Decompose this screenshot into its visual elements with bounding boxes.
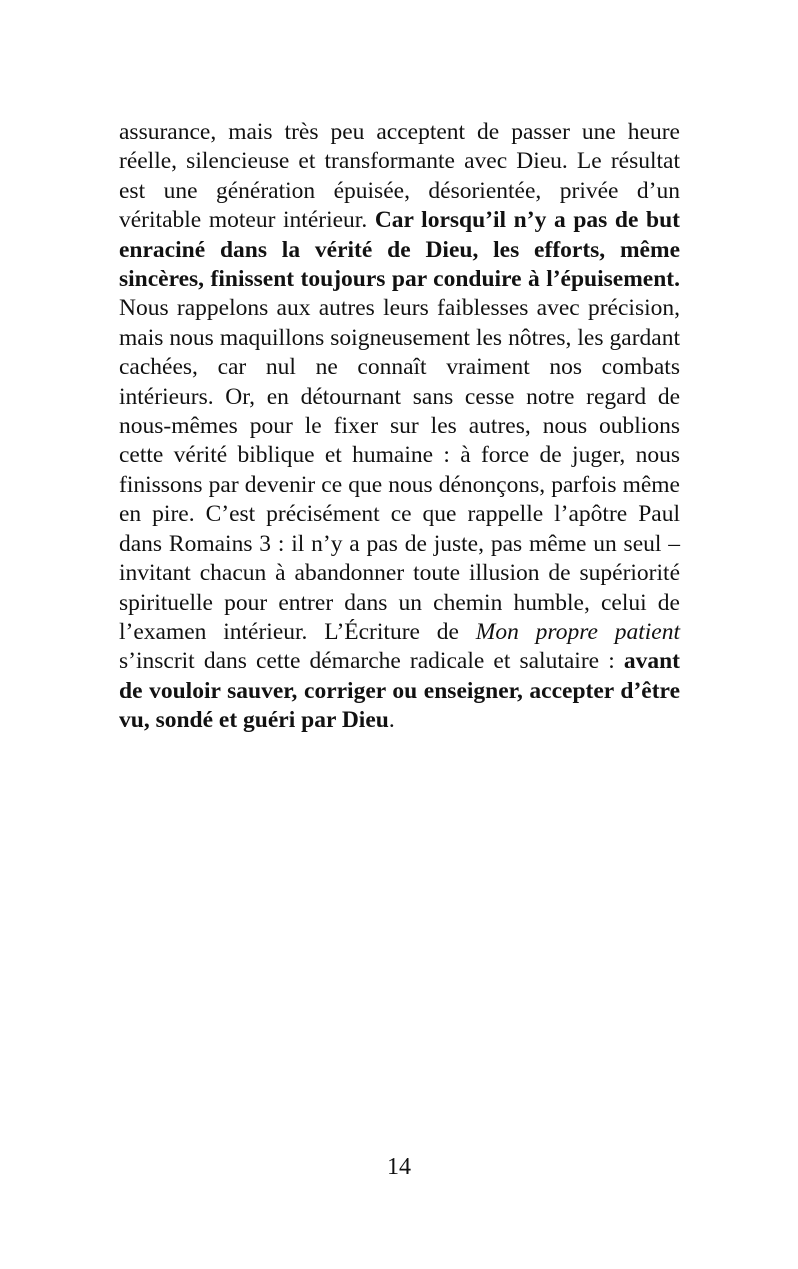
- bold-statement-conclusion: avant de vouloir sauver, corriger ou enseigner, accepter d’être vu, sondé et guéri par Dieu: [119, 648, 680, 734]
- text-segment-end: .: [388, 707, 395, 734]
- text-segment-continuation: s’inscrit dans cette démarche radicale et salutaire :: [119, 648, 624, 675]
- page-number: 14: [387, 1154, 411, 1180]
- book-title-italic: Mon propre patient: [475, 618, 680, 645]
- text-segment-middle: Nous rappelons aux autres leurs faiblesses avec précision, mais nous maquillons soigneusement les nôtres, les gardant cachées, car nul ne connaît vraiment nos combats intérieurs. Or, en détournant sans cesse notre regard de nous-mêmes pour le fixer sur les autres, nous oublions cette vérité biblique et humaine : à force de juger, nous finissons par devenir ce que nous dénonçons, parfois même en pire. C’est précisément ce que rappelle l’apôtre Paul dans Romains 3 : il n’y a pas de juste, pas même un seul – invitant chacun à abandonner toute illusion de supériorité spirituelle pour entrer dans un chemin humble, celui de l’examen intérieur. L’Écriture de: [119, 295, 680, 645]
- text-segment-intro: assurance, mais très peu acceptent de passer une heure réelle, silencieuse et transformante avec Dieu. Le résultat est une génération épuisée, désorientée, privée d’un véritable moteur intérieur.: [119, 119, 680, 234]
- bold-statement-purpose: Car lorsqu’il n’y a pas de but enraciné dans la vérité de Dieu, les efforts, même sincères, finissent toujours par conduire à l’épuisement.: [119, 207, 680, 293]
- body-paragraph: [119, 118, 680, 736]
